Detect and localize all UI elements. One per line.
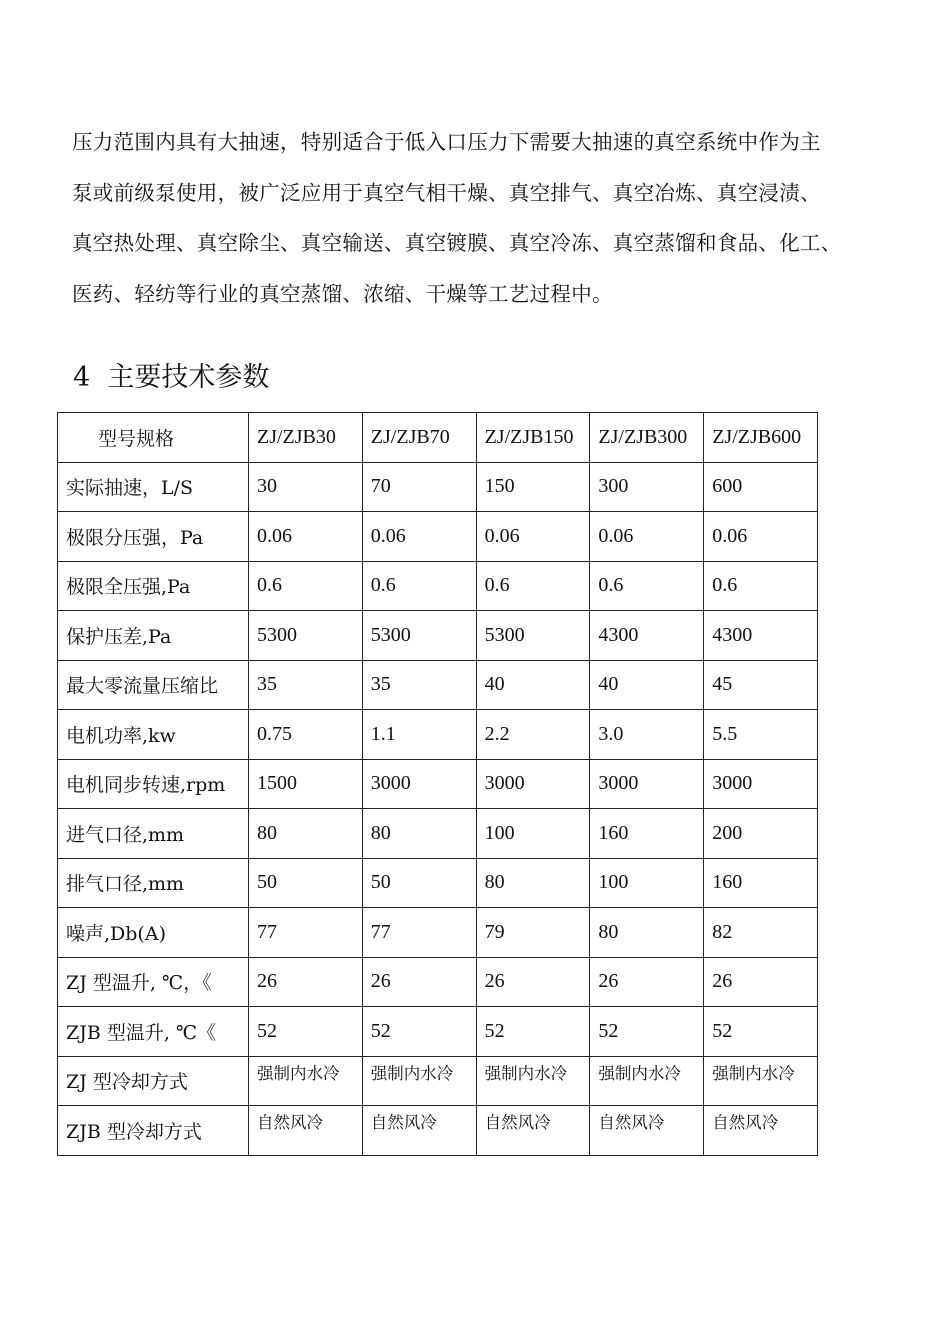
header-cell: ZJ/ZJB30 (249, 413, 363, 463)
value-cell: 自然风冷 (476, 1106, 590, 1156)
value-cell: 强制内水冷 (590, 1056, 704, 1106)
value-cell: 0.6 (249, 561, 363, 611)
value-cell: 0.6 (704, 561, 818, 611)
spec-table (57, 412, 818, 1156)
paragraph-line: 真空热处理、真空除尘、真空输送、真空镀膜、真空冷冻、真空蒸馏和食品、化工、 (72, 231, 842, 255)
value-cell: 自然风冷 (590, 1106, 704, 1156)
value-cell: 5300 (249, 611, 363, 661)
table-row (58, 759, 818, 809)
row-label-cell: 噪声,Db(A) (58, 908, 249, 958)
value-cell: 2.2 (476, 710, 590, 760)
value-cell: 3000 (590, 759, 704, 809)
row-label-cell: 实际抽速，L/S (58, 462, 249, 512)
value-cell: 强制内水冷 (476, 1056, 590, 1106)
table-row (58, 1056, 818, 1106)
value-cell: 77 (249, 908, 363, 958)
value-cell: 5300 (362, 611, 476, 661)
value-cell: 82 (704, 908, 818, 958)
header-cell: 型号规格 (58, 413, 249, 463)
table-row (58, 858, 818, 908)
value-cell: 300 (590, 462, 704, 512)
value-cell: 52 (590, 1007, 704, 1057)
row-label-cell: 极限分压强，Pa (58, 512, 249, 562)
value-cell: 5300 (476, 611, 590, 661)
value-cell: 52 (249, 1007, 363, 1057)
row-label-cell: 极限全压强,Pa (58, 561, 249, 611)
value-cell: 26 (476, 957, 590, 1007)
table-row (58, 710, 818, 760)
table-row (58, 1007, 818, 1057)
value-cell: 80 (249, 809, 363, 859)
value-cell: 0.06 (590, 512, 704, 562)
value-cell: 0.6 (362, 561, 476, 611)
value-cell: 4300 (590, 611, 704, 661)
value-cell: 4300 (704, 611, 818, 661)
value-cell: 77 (362, 908, 476, 958)
value-cell: 自然风冷 (362, 1106, 476, 1156)
value-cell: 80 (590, 908, 704, 958)
value-cell: 35 (249, 660, 363, 710)
value-cell: 26 (704, 957, 818, 1007)
value-cell: 0.75 (249, 710, 363, 760)
value-cell: 5.5 (704, 710, 818, 760)
header-cell: ZJ/ZJB150 (476, 413, 590, 463)
value-cell: 30 (249, 462, 363, 512)
value-cell: 80 (476, 858, 590, 908)
value-cell: 52 (476, 1007, 590, 1057)
value-cell: 0.6 (476, 561, 590, 611)
value-cell: 200 (704, 809, 818, 859)
value-cell: 160 (704, 858, 818, 908)
value-cell: 50 (362, 858, 476, 908)
intro-paragraph (72, 117, 887, 319)
table-row (58, 1106, 818, 1156)
row-label-cell: 电机同步转速,rpm (58, 759, 249, 809)
paragraph-line: 压力范围内具有大抽速，特别适合于低入口压力下需要大抽速的真空系统中作为主 (72, 130, 821, 154)
row-label-cell: 排气口径,mm (58, 858, 249, 908)
table-row (58, 512, 818, 562)
value-cell: 52 (704, 1007, 818, 1057)
value-cell: 26 (362, 957, 476, 1007)
table-row (58, 462, 818, 512)
value-cell: 45 (704, 660, 818, 710)
value-cell: 160 (590, 809, 704, 859)
value-cell: 1500 (249, 759, 363, 809)
value-cell: 26 (249, 957, 363, 1007)
row-label-cell: 最大零流量压缩比 (58, 660, 249, 710)
table-row (58, 957, 818, 1007)
value-cell: 0.06 (362, 512, 476, 562)
row-label-cell: ZJB 型温升, ℃《 (58, 1007, 249, 1057)
row-label-cell: ZJB 型冷却方式 (58, 1106, 249, 1156)
table-row (58, 611, 818, 661)
value-cell: 52 (362, 1007, 476, 1057)
table-row (58, 809, 818, 859)
row-label-cell: ZJ 型温升, ℃，《 (58, 957, 249, 1007)
value-cell: 强制内水冷 (362, 1056, 476, 1106)
value-cell: 3000 (704, 759, 818, 809)
row-label-cell: 电机功率,kw (58, 710, 249, 760)
value-cell: 3000 (476, 759, 590, 809)
value-cell: 0.06 (476, 512, 590, 562)
value-cell: 自然风冷 (704, 1106, 818, 1156)
value-cell: 150 (476, 462, 590, 512)
value-cell: 0.6 (590, 561, 704, 611)
section-heading: 4 主要技术参数 (73, 362, 270, 393)
table-row (58, 660, 818, 710)
value-cell: 80 (362, 809, 476, 859)
value-cell: 40 (476, 660, 590, 710)
value-cell: 100 (590, 858, 704, 908)
value-cell: 26 (590, 957, 704, 1007)
value-cell: 50 (249, 858, 363, 908)
table-row (58, 908, 818, 958)
value-cell: 0.06 (704, 512, 818, 562)
value-cell: 强制内水冷 (249, 1056, 363, 1106)
row-label-cell: ZJ 型冷却方式 (58, 1056, 249, 1106)
value-cell: 35 (362, 660, 476, 710)
value-cell: 强制内水冷 (704, 1056, 818, 1106)
header-cell: ZJ/ZJB70 (362, 413, 476, 463)
header-cell: ZJ/ZJB600 (704, 413, 818, 463)
value-cell: 0.06 (249, 512, 363, 562)
row-label-cell: 保护压差,Pa (58, 611, 249, 661)
value-cell: 3000 (362, 759, 476, 809)
value-cell: 3.0 (590, 710, 704, 760)
table-row (58, 561, 818, 611)
paragraph-line: 医药、轻纺等行业的真空蒸馏、浓缩、干燥等工艺过程中。 (72, 281, 613, 306)
value-cell: 70 (362, 462, 476, 512)
row-label-cell: 进气口径,mm (58, 809, 249, 859)
value-cell: 79 (476, 908, 590, 958)
value-cell: 1.1 (362, 710, 476, 760)
table-header-row (58, 413, 818, 463)
header-cell: ZJ/ZJB300 (590, 413, 704, 463)
paragraph-line: 泵或前级泵使用，被广泛应用于真空气相干燥、真空排气、真空冶炼、真空浸渍、 (72, 180, 821, 205)
value-cell: 100 (476, 809, 590, 859)
value-cell: 600 (704, 462, 818, 512)
value-cell: 40 (590, 660, 704, 710)
value-cell: 自然风冷 (249, 1106, 363, 1156)
